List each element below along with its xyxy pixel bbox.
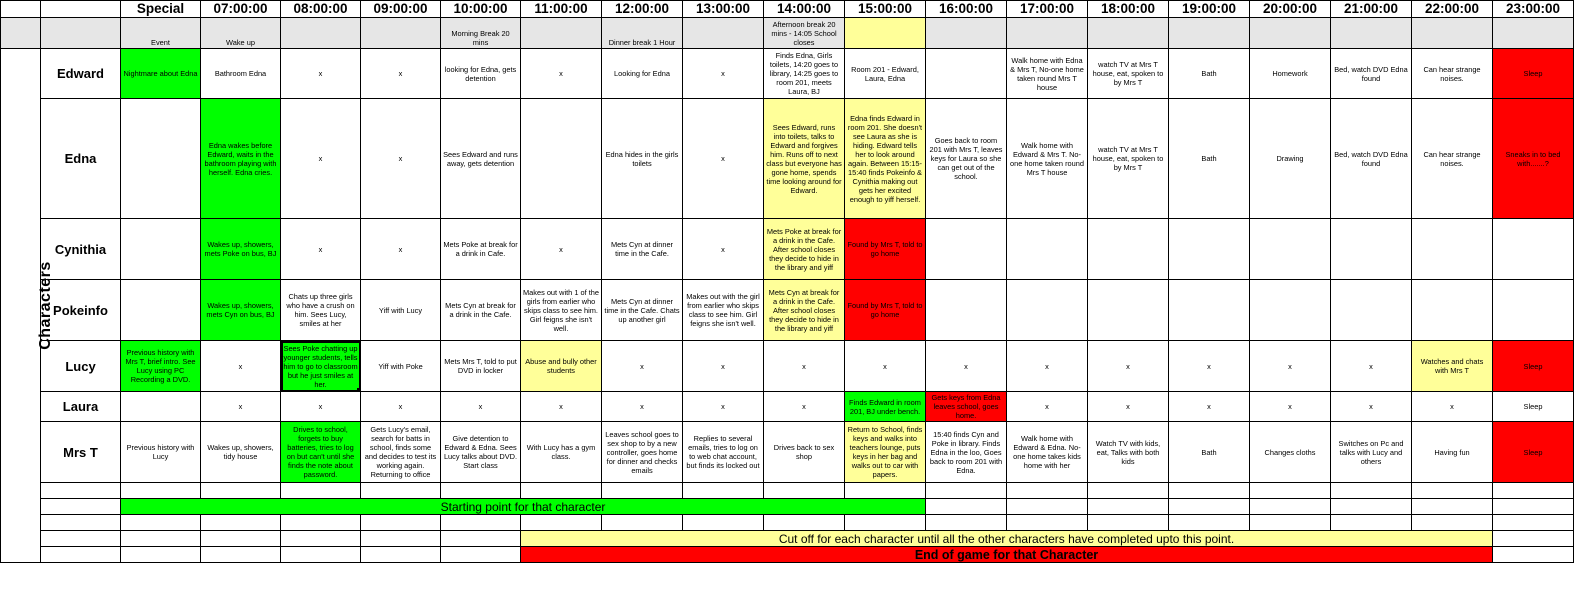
event-cell[interactable]: x xyxy=(602,392,683,422)
empty-cell[interactable] xyxy=(1331,515,1412,531)
event-cell[interactable]: Edna finds Edward in room 201. She doesn't see Laura as she is hiding. Edward tells her to look around again. Between 15:15-15:40 finds Pokeinfo & Cynithia making out gets her excited enough to yiff herself. xyxy=(845,99,926,219)
empty-cell[interactable] xyxy=(201,547,281,563)
column-note[interactable]: Wake up xyxy=(201,18,281,49)
event-cell[interactable] xyxy=(1493,280,1574,341)
event-cell[interactable]: Sees Edward and runs away, gets detention xyxy=(441,99,521,219)
empty-cell[interactable] xyxy=(441,515,521,531)
empty-cell[interactable] xyxy=(121,483,201,499)
event-cell[interactable]: x xyxy=(1169,392,1250,422)
empty-cell[interactable] xyxy=(1412,515,1493,531)
event-cell[interactable]: x xyxy=(521,219,602,280)
event-cell[interactable]: 15:40 finds Cyn and Poke in library. Finds Edna in the loo, Goes back to room 201 with Edna. xyxy=(926,422,1007,483)
empty-cell[interactable] xyxy=(1088,483,1169,499)
event-cell[interactable]: Mets Poke at break for a drink in Cafe. xyxy=(441,219,521,280)
empty-cell[interactable] xyxy=(201,483,281,499)
event-cell[interactable]: Give detention to Edward & Edna. Sees Lucy talks about DVD. Start class xyxy=(441,422,521,483)
event-cell[interactable] xyxy=(1088,280,1169,341)
event-cell[interactable]: x xyxy=(683,341,764,392)
column-note[interactable] xyxy=(1412,18,1493,49)
event-cell[interactable]: x xyxy=(1412,392,1493,422)
empty-cell[interactable] xyxy=(281,547,361,563)
table-row xyxy=(1,99,1574,219)
column-note[interactable] xyxy=(926,18,1007,49)
event-cell[interactable]: Bed, watch DVD Edna found xyxy=(1331,99,1412,219)
empty-cell[interactable] xyxy=(683,483,764,499)
empty-cell[interactable] xyxy=(1169,515,1250,531)
event-cell[interactable]: Yiff with Poke xyxy=(361,341,441,392)
character-name-edna[interactable]: Edna xyxy=(41,99,121,219)
column-header-22-00-00[interactable]: 22:00:00 xyxy=(1412,1,1493,18)
event-cell[interactable] xyxy=(926,280,1007,341)
event-cell[interactable]: Walk home with Edward & Edna. No-one home takes kids home with her xyxy=(1007,422,1088,483)
event-cell[interactable]: Return to School, finds keys and walks into teachers lounge, puts keys in her bag and walks out to car with papers. xyxy=(845,422,926,483)
event-cell[interactable]: Sleep xyxy=(1493,49,1574,99)
character-name-cynithia[interactable]: Cynithia xyxy=(41,219,121,280)
event-cell[interactable]: Replies to several emails, tries to log on to web chat account, but finds its locked out xyxy=(683,422,764,483)
empty-cell[interactable] xyxy=(602,515,683,531)
empty-cell[interactable] xyxy=(1007,499,1088,515)
empty-cell[interactable] xyxy=(121,531,201,547)
empty-cell[interactable] xyxy=(201,515,281,531)
event-cell[interactable] xyxy=(1250,280,1331,341)
event-cell[interactable]: x xyxy=(281,99,361,219)
legend-green[interactable]: Starting point for that character xyxy=(121,499,926,515)
empty-cell[interactable] xyxy=(41,547,121,563)
event-cell[interactable]: Makes out with the girl from earlier who skips class to see him. Girl feigns she isn't well. xyxy=(683,280,764,341)
empty-cell[interactable] xyxy=(1493,483,1574,499)
empty-cell[interactable] xyxy=(845,515,926,531)
column-note[interactable]: Event xyxy=(121,18,201,49)
event-cell[interactable]: Nightmare about Edna xyxy=(121,49,201,99)
event-cell[interactable]: Having fun xyxy=(1412,422,1493,483)
column-note[interactable]: Morning Break 20 mins xyxy=(441,18,521,49)
empty-cell[interactable] xyxy=(764,483,845,499)
event-cell[interactable]: x xyxy=(764,392,845,422)
characters-side-label[interactable] xyxy=(1,49,54,563)
character-name-pokeinfo[interactable]: Pokeinfo xyxy=(41,280,121,341)
empty-cell[interactable] xyxy=(1493,515,1574,531)
event-cell[interactable] xyxy=(1007,219,1088,280)
empty-cell[interactable] xyxy=(361,547,441,563)
column-header-23-00-00[interactable]: 23:00:00 xyxy=(1493,1,1574,18)
empty-cell[interactable] xyxy=(41,531,121,547)
event-cell[interactable]: Found by Mrs T, told to go home xyxy=(845,280,926,341)
column-header-09-00-00[interactable]: 09:00:00 xyxy=(361,1,441,18)
event-cell[interactable]: Finds Edna, Girls toilets, 14:20 goes to library, 14:25 goes to room 201, meets Laura, BJ xyxy=(764,49,845,99)
event-cell[interactable]: Bath xyxy=(1169,422,1250,483)
event-cell[interactable]: Gets Lucy's email, search for batts in school, finds some and decides to test its working again. Returning to office xyxy=(361,422,441,483)
event-cell[interactable]: With Lucy has a gym class. xyxy=(521,422,602,483)
character-name-lucy[interactable]: Lucy xyxy=(41,341,121,392)
empty-cell[interactable] xyxy=(521,483,602,499)
empty-cell[interactable] xyxy=(1412,483,1493,499)
column-note[interactable] xyxy=(521,18,602,49)
event-cell[interactable]: Mets Poke at break for a drink in the Cafe. After school closes they decide to hide in the library and yiff xyxy=(764,219,845,280)
event-cell[interactable]: x xyxy=(1169,341,1250,392)
event-cell[interactable]: x xyxy=(683,49,764,99)
empty-cell[interactable] xyxy=(121,547,201,563)
event-cell[interactable]: Mets Cyn at break for a drink in the Cafe. After school closes they decide to hide in the library and yiff xyxy=(764,280,845,341)
empty-cell[interactable] xyxy=(1088,499,1169,515)
event-cell[interactable]: x xyxy=(1007,392,1088,422)
event-cell[interactable] xyxy=(1169,280,1250,341)
event-cell[interactable]: Abuse and bully other students xyxy=(521,341,602,392)
legend-red[interactable]: End of game for that Character xyxy=(521,547,1493,563)
event-cell[interactable] xyxy=(1250,219,1331,280)
event-cell[interactable]: x xyxy=(683,219,764,280)
event-cell[interactable]: Gets keys from Edna leaves school, goes home. xyxy=(926,392,1007,422)
column-header-13-00-00[interactable]: 13:00:00 xyxy=(683,1,764,18)
empty-cell[interactable] xyxy=(441,547,521,563)
column-header-08-00-00[interactable]: 08:00:00 xyxy=(281,1,361,18)
table-row xyxy=(1,219,1574,280)
table-row xyxy=(1,392,1574,422)
column-note[interactable] xyxy=(361,18,441,49)
column-note[interactable] xyxy=(1250,18,1331,49)
event-cell[interactable]: x xyxy=(1088,392,1169,422)
column-header-20-00-00[interactable]: 20:00:00 xyxy=(1250,1,1331,18)
event-cell[interactable] xyxy=(121,219,201,280)
event-cell[interactable] xyxy=(926,49,1007,99)
empty-cell[interactable] xyxy=(926,515,1007,531)
empty-cell[interactable] xyxy=(1088,515,1169,531)
event-cell[interactable]: x xyxy=(521,49,602,99)
column-note[interactable] xyxy=(281,18,361,49)
legend-yellow[interactable]: Cut off for each character until all the other characters have completed upto this point. xyxy=(521,531,1493,547)
empty-cell[interactable] xyxy=(764,515,845,531)
event-cell[interactable]: Bath xyxy=(1169,99,1250,219)
event-cell[interactable]: Switches on Pc and talks with Lucy and others xyxy=(1331,422,1412,483)
character-name-mrs-t[interactable]: Mrs T xyxy=(41,422,121,483)
column-header-14-00-00[interactable]: 14:00:00 xyxy=(764,1,845,18)
event-cell[interactable]: Chats up three girls who have a crush on him. Sees Lucy, smiles at her xyxy=(281,280,361,341)
event-cell[interactable] xyxy=(1331,219,1412,280)
event-cell[interactable] xyxy=(121,99,201,219)
event-cell[interactable] xyxy=(1493,219,1574,280)
empty-cell[interactable] xyxy=(1250,483,1331,499)
column-header-12-00-00[interactable]: 12:00:00 xyxy=(602,1,683,18)
event-cell[interactable]: Room 201 - Edward, Laura, Edna xyxy=(845,49,926,99)
event-cell[interactable]: Previous history with Mrs T, brief intro. See Lucy using PC Recording a DVD. xyxy=(121,341,201,392)
event-cell[interactable]: Sleep xyxy=(1493,422,1574,483)
empty-cell[interactable] xyxy=(1331,483,1412,499)
event-cell[interactable] xyxy=(121,280,201,341)
event-cell[interactable]: Drawing xyxy=(1250,99,1331,219)
empty-cell[interactable] xyxy=(41,483,121,499)
empty-cell[interactable] xyxy=(121,515,201,531)
event-cell[interactable]: Wakes up, showers, tidy house xyxy=(201,422,281,483)
empty-cell[interactable] xyxy=(1331,499,1412,515)
event-cell[interactable]: Bath xyxy=(1169,49,1250,99)
event-cell[interactable]: looking for Edna, gets detention xyxy=(441,49,521,99)
event-cell[interactable]: Goes back to room 201 with Mrs T, leaves keys for Laura so she can get out of the school. xyxy=(926,99,1007,219)
event-cell[interactable]: x xyxy=(281,49,361,99)
column-header-16-00-00[interactable]: 16:00:00 xyxy=(926,1,1007,18)
empty-cell[interactable] xyxy=(1169,483,1250,499)
event-cell[interactable]: Bed, watch DVD Edna found xyxy=(1331,49,1412,99)
column-note[interactable]: Dinner break 1 Hour xyxy=(602,18,683,49)
column-header-special[interactable]: Special xyxy=(121,1,201,18)
column-note[interactable] xyxy=(1169,18,1250,49)
event-cell[interactable]: x xyxy=(1331,392,1412,422)
event-cell[interactable]: Leaves school goes to sex shop to by a new controller, goes home for dinner and checks emails xyxy=(602,422,683,483)
event-cell[interactable]: x xyxy=(361,392,441,422)
empty-cell[interactable] xyxy=(441,483,521,499)
empty-cell[interactable] xyxy=(1493,499,1574,515)
column-note[interactable]: Afternoon break 20 mins - 14:05 School closes xyxy=(764,18,845,49)
event-cell[interactable] xyxy=(1169,219,1250,280)
empty-cell[interactable] xyxy=(281,483,361,499)
empty-cell[interactable] xyxy=(361,515,441,531)
event-cell[interactable] xyxy=(521,99,602,219)
column-note[interactable] xyxy=(1007,18,1088,49)
empty-cell[interactable] xyxy=(361,531,441,547)
empty-cell[interactable] xyxy=(1412,499,1493,515)
event-cell[interactable]: x xyxy=(602,341,683,392)
event-cell[interactable]: x xyxy=(201,341,281,392)
empty-cell[interactable] xyxy=(201,531,281,547)
column-note[interactable] xyxy=(683,18,764,49)
empty-cell[interactable] xyxy=(1,1,41,18)
event-cell[interactable]: Yiff with Lucy xyxy=(361,280,441,341)
event-cell[interactable]: Looking for Edna xyxy=(602,49,683,99)
empty-cell[interactable] xyxy=(281,515,361,531)
event-cell[interactable]: Mets Mrs T, told to put DVD in locker xyxy=(441,341,521,392)
side-label-text: Characters xyxy=(36,261,54,350)
column-header-11-00-00[interactable]: 11:00:00 xyxy=(521,1,602,18)
table-row xyxy=(1,341,1574,392)
event-cell[interactable]: x xyxy=(281,219,361,280)
empty-cell[interactable] xyxy=(1169,499,1250,515)
event-cell[interactable]: watch TV at Mrs T house, eat, spoken to by Mrs T xyxy=(1088,49,1169,99)
event-cell[interactable]: Mets Cyn at dinner time in the Cafe. xyxy=(602,219,683,280)
column-note[interactable] xyxy=(845,18,926,49)
column-header-19-00-00[interactable]: 19:00:00 xyxy=(1169,1,1250,18)
column-note[interactable] xyxy=(1493,18,1574,49)
table-row xyxy=(1,49,1574,99)
event-cell[interactable]: x xyxy=(521,392,602,422)
empty-cell[interactable] xyxy=(1,18,41,49)
event-cell[interactable]: Walk home with Edna & Mrs T, No-one home taken round Mrs T house xyxy=(1007,49,1088,99)
column-note[interactable] xyxy=(1088,18,1169,49)
empty-cell[interactable] xyxy=(926,499,1007,515)
event-cell[interactable]: Previous history with Lucy xyxy=(121,422,201,483)
event-cell[interactable]: x xyxy=(845,341,926,392)
event-cell[interactable]: x xyxy=(361,99,441,219)
event-cell[interactable]: x xyxy=(361,49,441,99)
event-cell[interactable]: x xyxy=(683,392,764,422)
event-cell[interactable]: x xyxy=(1250,392,1331,422)
event-cell[interactable]: Mets Cyn at break for a drink in the Cafe. xyxy=(441,280,521,341)
event-cell[interactable]: Walk home with Edward & Mrs T. No-one home taken round Mrs T house xyxy=(1007,99,1088,219)
event-cell[interactable]: Sees Edward, runs into toilets, talks to Edward and forgives him. Runs off to next class but everyone has gone home, spends time looking around for Edward. xyxy=(764,99,845,219)
empty-cell[interactable] xyxy=(1250,515,1331,531)
event-cell[interactable] xyxy=(1088,219,1169,280)
empty-cell[interactable] xyxy=(1007,515,1088,531)
event-cell[interactable]: Wakes up, showers, mets Cyn on bus, BJ xyxy=(201,280,281,341)
event-cell[interactable]: Finds Edward in room 201, BJ under bench. xyxy=(845,392,926,422)
empty-cell[interactable] xyxy=(926,483,1007,499)
empty-cell[interactable] xyxy=(41,1,121,18)
event-cell[interactable]: Sleep xyxy=(1493,392,1574,422)
empty-cell[interactable] xyxy=(41,18,121,49)
event-cell[interactable]: x xyxy=(201,392,281,422)
event-cell[interactable]: Can hear strange noises. xyxy=(1412,99,1493,219)
event-cell[interactable]: watch TV at Mrs T house, eat, spoken to by Mrs T xyxy=(1088,99,1169,219)
column-header-17-00-00[interactable]: 17:00:00 xyxy=(1007,1,1088,18)
event-cell[interactable] xyxy=(1331,280,1412,341)
column-header-18-00-00[interactable]: 18:00:00 xyxy=(1088,1,1169,18)
event-cell[interactable]: x xyxy=(683,99,764,219)
event-cell[interactable]: Edna wakes before Edward, waits in the bathroom playing with herself. Edna cries. xyxy=(201,99,281,219)
event-cell[interactable]: Changes cloths xyxy=(1250,422,1331,483)
event-cell[interactable]: Sleep xyxy=(1493,341,1574,392)
column-header-15-00-00[interactable]: 15:00:00 xyxy=(845,1,926,18)
selected-cell[interactable]: Sees Poke chatting up younger students, tells him to go to classroom but he just smiles at her. xyxy=(281,341,361,392)
event-cell[interactable]: x xyxy=(1088,341,1169,392)
empty-cell[interactable] xyxy=(1493,547,1574,563)
empty-cell[interactable] xyxy=(1250,499,1331,515)
event-cell[interactable]: x xyxy=(441,392,521,422)
column-header-07-00-00[interactable]: 07:00:00 xyxy=(201,1,281,18)
empty-cell[interactable] xyxy=(845,483,926,499)
event-cell[interactable]: Homework xyxy=(1250,49,1331,99)
event-cell[interactable]: Drives to school, forgets to buy batteries, tries to log on but can't until she finds the note about password. xyxy=(281,422,361,483)
empty-cell[interactable] xyxy=(41,515,121,531)
event-cell[interactable]: Sneaks in to bed with.......? xyxy=(1493,99,1574,219)
column-header-21-00-00[interactable]: 21:00:00 xyxy=(1331,1,1412,18)
event-cell[interactable]: Mets Cyn at dinner time in the Cafe. Chats up another girl xyxy=(602,280,683,341)
event-cell[interactable]: x xyxy=(764,341,845,392)
event-cell[interactable]: Bathroom Edna xyxy=(201,49,281,99)
column-note[interactable] xyxy=(1331,18,1412,49)
table-row xyxy=(1,422,1574,483)
event-cell[interactable]: x xyxy=(281,392,361,422)
empty-cell[interactable] xyxy=(441,531,521,547)
event-cell[interactable] xyxy=(1412,219,1493,280)
event-cell[interactable] xyxy=(121,392,201,422)
event-cell[interactable]: Wakes up, showers, mets Poke on bus, BJ xyxy=(201,219,281,280)
empty-cell[interactable] xyxy=(521,515,602,531)
event-cell[interactable]: Watches and chats with Mrs T xyxy=(1412,341,1493,392)
empty-cell[interactable] xyxy=(281,531,361,547)
event-cell[interactable] xyxy=(1007,280,1088,341)
empty-cell[interactable] xyxy=(41,499,121,515)
event-cell[interactable]: Edna hides in the girls toilets xyxy=(602,99,683,219)
character-name-edward[interactable]: Edward xyxy=(41,49,121,99)
event-cell[interactable]: Found by Mrs T, told to go home xyxy=(845,219,926,280)
event-cell[interactable]: x xyxy=(1007,341,1088,392)
event-cell[interactable]: x xyxy=(361,219,441,280)
event-cell[interactable] xyxy=(926,219,1007,280)
empty-cell[interactable] xyxy=(1493,531,1574,547)
empty-cell[interactable] xyxy=(1007,483,1088,499)
event-cell[interactable]: x xyxy=(1331,341,1412,392)
column-header-10-00-00[interactable]: 10:00:00 xyxy=(441,1,521,18)
event-cell[interactable]: Drives back to sex shop xyxy=(764,422,845,483)
event-cell[interactable]: Can hear strange noises. xyxy=(1412,49,1493,99)
event-cell[interactable]: x xyxy=(1250,341,1331,392)
event-cell[interactable] xyxy=(1412,280,1493,341)
event-cell[interactable]: x xyxy=(926,341,1007,392)
event-cell[interactable]: Makes out with 1 of the girls from earlier who skips class to see him. Girl feigns she isn't well. xyxy=(521,280,602,341)
character-name-laura[interactable]: Laura xyxy=(41,392,121,422)
empty-cell[interactable] xyxy=(361,483,441,499)
empty-cell[interactable] xyxy=(683,515,764,531)
event-cell[interactable]: Watch TV with kids, eat, Talks with both kids xyxy=(1088,422,1169,483)
table-row xyxy=(1,280,1574,341)
empty-cell[interactable] xyxy=(602,483,683,499)
